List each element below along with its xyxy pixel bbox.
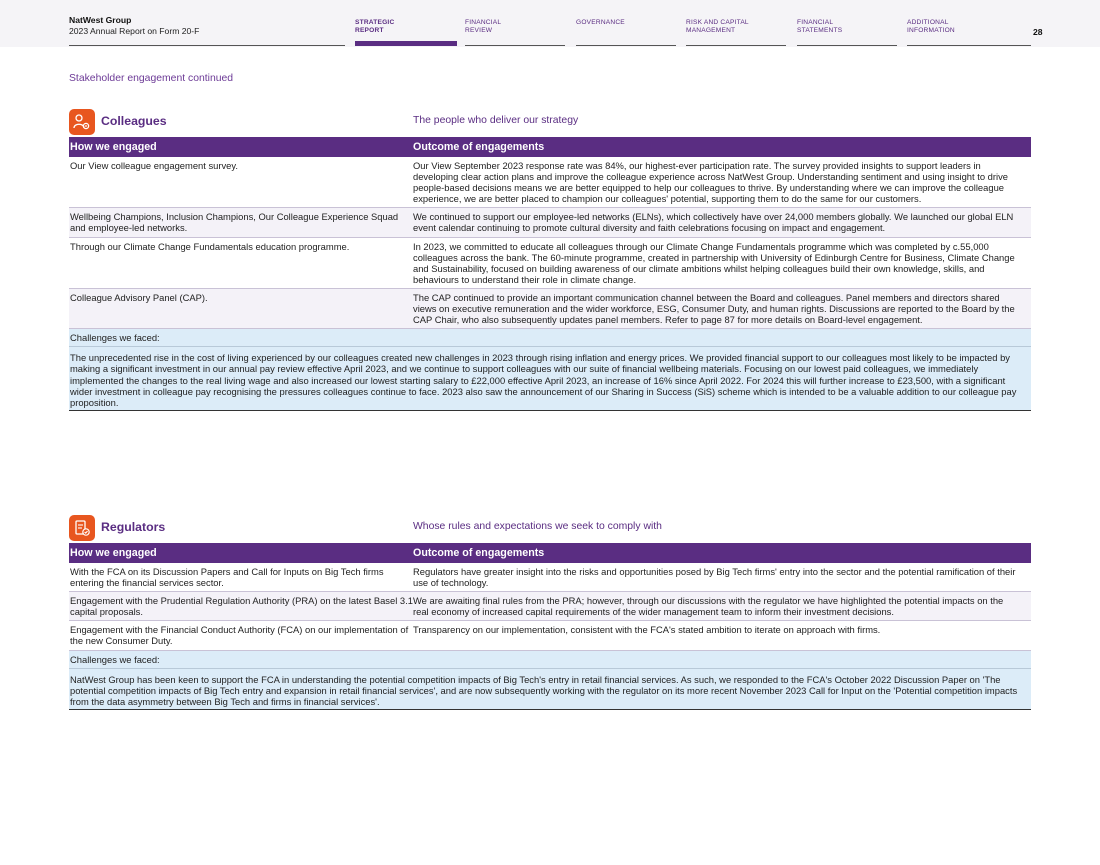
- challenges-text: NatWest Group has been keen to support the FCA in understanding the potential competition impacts of Big Tech's entry in retail financial services. As such, we responded to the FCA's October 2022 Discussion Paper on 'The potential competition impacts of Big Tech entry and expansion in retail financial services', and are now subsequently working with the regulator on its more recent November 2023 Call for Input on the 'Potential competition impacts from the data asymmetry between Big Tech and firms in financial services'.: [70, 673, 1018, 707]
- how-cell: Engagement with the Financial Conduct Authority (FCA) on our implementation of the new Consumer Duty.: [70, 624, 409, 647]
- nav-label-line2: STATEMENTS: [797, 26, 843, 34]
- nav-label-line2: REPORT: [355, 26, 384, 34]
- outcome-cell: Regulators have greater insight into the risks and opportunities posed by Big Tech firms' entry into the sector and the potential ramification of their use of technology.: [413, 566, 1016, 589]
- regulators-section: [69, 515, 1031, 710]
- report-title: 2023 Annual Report on Form 20-F: [69, 26, 200, 36]
- section-title: Regulators: [101, 520, 166, 534]
- nav-risk-capital-management[interactable]: [686, 19, 786, 46]
- how-cell: Our View colleague engagement survey.: [70, 160, 238, 171]
- nav-label-line1: ADDITIONAL: [907, 19, 949, 26]
- table-header: [69, 137, 1031, 157]
- colleagues-section: [69, 109, 1031, 411]
- table-row: [69, 157, 1031, 208]
- nav-label-line2: INFORMATION: [907, 26, 955, 34]
- column-header-how: How we engaged: [70, 141, 157, 153]
- column-header-outcome: Outcome of engagements: [413, 141, 545, 153]
- how-cell: Wellbeing Champions, Inclusion Champions, Our Colleague Experience Squad and employee-led networks.: [70, 211, 399, 234]
- nav-additional-information[interactable]: [907, 19, 1031, 46]
- nav-underline: [907, 45, 1031, 46]
- section-subtitle: The people who deliver our strategy: [413, 115, 579, 126]
- nav-label-line2: REVIEW: [465, 26, 493, 34]
- outcome-cell: Transparency on our implementation, consistent with the FCA's stated ambition to iterate on approach with firms.: [413, 624, 881, 636]
- nav-label-line2: GOVERNANCE: [576, 19, 625, 26]
- section-title-bar: [69, 109, 1031, 137]
- nav-underline: [576, 45, 676, 46]
- column-header-how: How we engaged: [70, 547, 157, 559]
- column-header-outcome: Outcome of engagements: [413, 547, 545, 559]
- section-subtitle: Whose rules and expectations we seek to comply with: [413, 521, 662, 532]
- table-header: [69, 543, 1031, 563]
- nav-label-line1: FINANCIAL: [797, 19, 834, 26]
- section-title: Colleagues: [101, 114, 167, 128]
- nav-label-line1: STRATEGIC: [355, 19, 395, 26]
- nav-governance[interactable]: [576, 19, 676, 46]
- nav-strategic-report[interactable]: [355, 19, 457, 46]
- challenges-box: [69, 651, 1031, 710]
- breadcrumb: Stakeholder engagement continued: [69, 73, 234, 84]
- outcome-cell: We are awaiting final rules from the PRA; however, through our discussions with the regulator we have highlighted the potential impacts on the real economy of increased capital requirements of the wider management team to inform their investment decisions.: [413, 595, 1004, 618]
- nav-label-line1: FINANCIAL: [465, 19, 502, 26]
- how-cell: Engagement with the Prudential Regulation Authority (PRA) on the latest Basel 3.1 capital proposals.: [70, 595, 413, 618]
- outcome-cell: The CAP continued to provide an important communication channel between the Board and colleagues. Panel members and directors shared views on executive remuneration and the wider workforce, ESG, Consumer Duty, and human rights. Discussions are reported to the Board by the CAP Chair, who also subsequently updates panel members. Refer to page 87 for more details on Board-level engagement.: [413, 291, 1015, 326]
- regulators-icon: [69, 515, 95, 541]
- outcome-cell: We continued to support our employee-led networks (ELNs), which collectively have over 24,000 members globally. We launched our global ELN event calendar continuing to promote cultural diversity and faith celebrations focusing on impact and engagement.: [413, 211, 1014, 234]
- nav-financial-statements[interactable]: [797, 19, 897, 46]
- nav-label-line2: MANAGEMENT: [686, 26, 736, 34]
- page-header: [0, 0, 1100, 47]
- nav-label-line1: RISK AND CAPITAL: [686, 19, 749, 26]
- table-row: [69, 208, 1031, 237]
- nav-active-indicator: [355, 41, 457, 46]
- header-divider: [69, 45, 345, 46]
- outcome-cell: Our View September 2023 response rate was 84%, our highest-ever participation rate. The survey provided insights to support leaders in developing clear action plans and improve the colleague experience across NatWest Group. Understanding sentiment and using insight to drive people-based decisions means we are better equipped to help our colleagues to thrive. By understanding where we can improve the colleague experience, we are better placed to champion our colleagues' potential, supporting them to do the same for our customers.: [413, 160, 1008, 205]
- report-identity: [69, 15, 199, 37]
- nav-underline: [465, 45, 565, 46]
- nav-financial-review[interactable]: [465, 19, 565, 46]
- challenges-label: Challenges we faced:: [69, 329, 1031, 347]
- nav-underline: [797, 45, 897, 46]
- table-row: [69, 289, 1031, 329]
- colleagues-icon: [69, 109, 95, 135]
- table-row: [69, 563, 1031, 592]
- challenges-label: Challenges we faced:: [69, 651, 1031, 669]
- challenges-box: [69, 329, 1031, 411]
- challenges-text: The unprecedented rise in the cost of living experienced by our colleagues created new challenges in 2023 through rising inflation and energy prices. We provided financial support to our colleagues most likely to be impacted by making a significant investment in our annual pay review effective April 2023, and we continue to support colleagues with our suite of financial wellbeing materials. Focusing on our lowest paid colleagues, we immediately implemented the changes to the real living wage and also increased our lowest starting salary to £22,000 effective April 2023, an increase of 16% since April 2022. For 2024 this will further increase to £23,500, with a significant wider investment in colleague pay recognising the pressures colleagues continue to face. 2023 also saw the announcement of our Sharing in Success (SiS) scheme which is intended to be a valuable addition to our colleague pay proposition.: [70, 352, 1017, 408]
- company-name: NatWest Group: [69, 15, 132, 25]
- nav-underline: [686, 45, 786, 46]
- section-title-bar: [69, 515, 1031, 543]
- how-cell: Through our Climate Change Fundamentals education programme.: [70, 240, 350, 252]
- outcome-cell: In 2023, we committed to educate all colleagues through our Climate Change Fundamentals programme which was completed by c.55,000 colleagues across the bank. The 60-minute programme, created in partnership with University of Edinburgh Centre for Business, Climate Change and Sustainability, focused on building awareness of our climate ambitions whilst helping colleagues build their own knowledge, skills, and behaviours to understand their role in climate change.: [413, 240, 1015, 285]
- page-number: 28: [1033, 27, 1043, 37]
- how-cell: With the FCA on its Discussion Papers and Call for Inputs on Big Tech firms entering the financial services sector.: [70, 566, 384, 589]
- how-cell: Colleague Advisory Panel (CAP).: [70, 291, 208, 303]
- table-row: [69, 621, 1031, 650]
- table-row: [69, 238, 1031, 289]
- table-row: [69, 592, 1031, 621]
